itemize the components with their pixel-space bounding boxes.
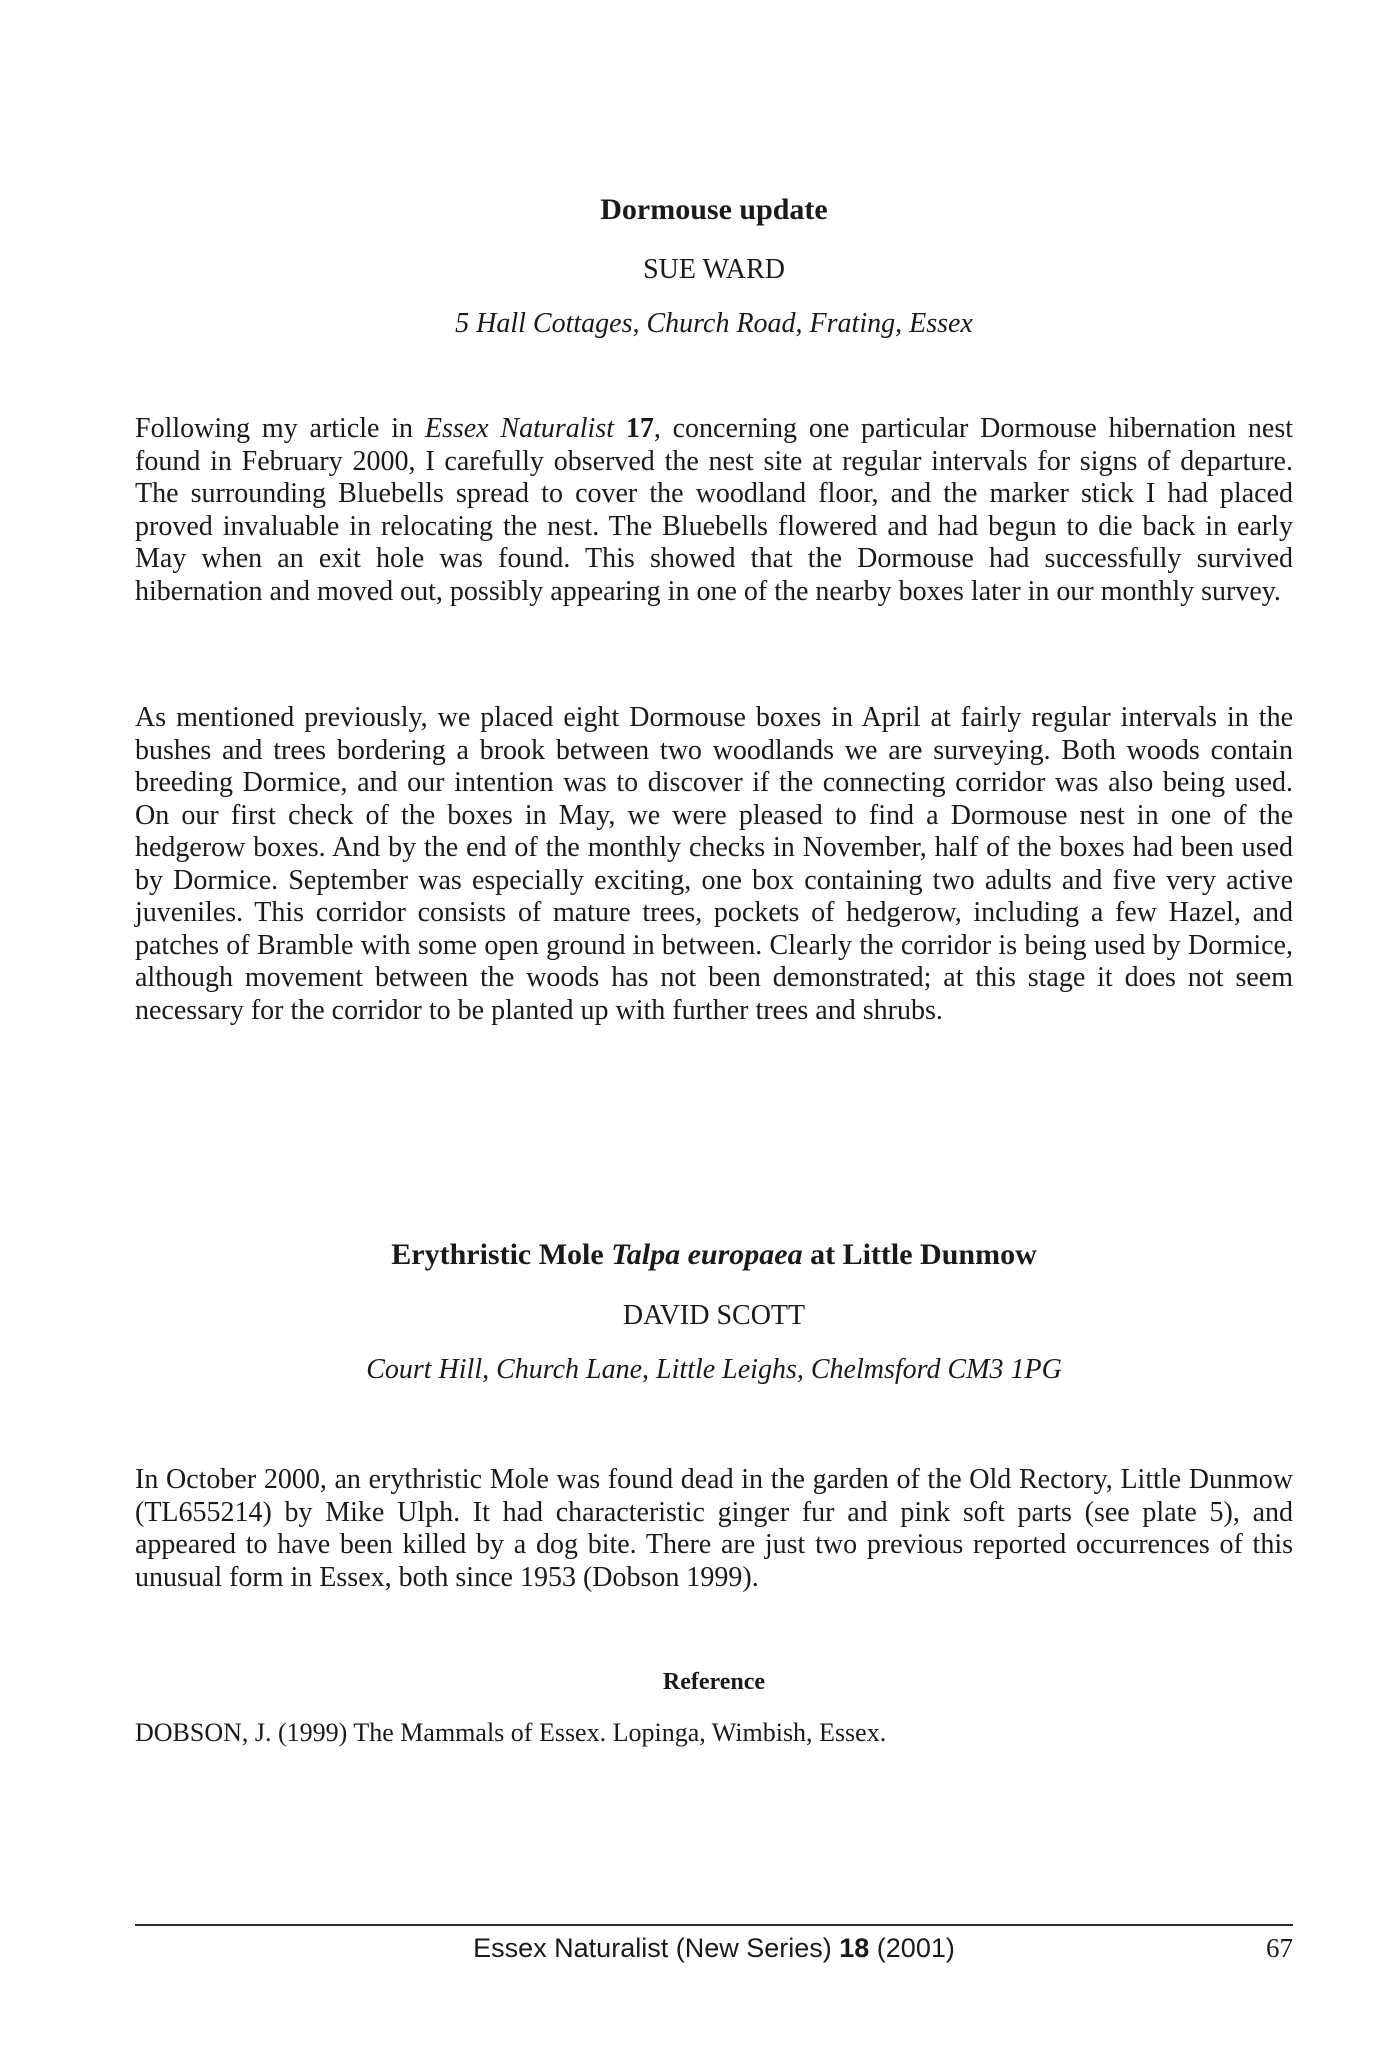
article-paragraph: As mentioned previously, we placed eight Dormouse boxes in April at fairly regular intervals in the bushes and trees bordering a brook between two woodlands we are surveying. Both woods contain breeding Dormice, and our intention was to discover if the connecting corridor was also being used. On our first check of the boxes in May, we were pleased to find a Dormouse nest in one of the hedgerow boxes. And by the end of the monthly checks in November, half of the boxes had been used by Dormice. September was especially exciting, one box containing two adults and five very active juveniles. This corridor consists of mature trees, pockets of hedgerow, including a few Hazel, and patches of Bramble with some open ground in between. Clearly the corridor is being used by Dormice, although movement between the woods has not been demonstrated; at this stage it does not seem necessary for the corridor to be planted up with further trees and shrubs. (135, 702, 1293, 1026)
page-number: 67 (1266, 1933, 1293, 1963)
article-paragraph (135, 413, 1293, 608)
article-title (135, 1237, 1293, 1273)
article-address: Court Hill, Church Lane, Little Leighs, Chelmsford CM3 1PG (366, 1354, 1062, 1385)
footer-journal (135, 1930, 1293, 1966)
article-author: SUE WARD (643, 254, 785, 285)
article-paragraph: In October 2000, an erythristic Mole was found dead in the garden of the Old Rectory, Little Dunmow (TL655214) by Mike Ulph. It had characteristic ginger fur and pink soft parts (see plate 5), and appeared to have been killed by a dog bite. There are just two previous reported occurrences of this unusual form in Essex, both since 1953 (Dobson 1999). (135, 1464, 1293, 1593)
paragraph-text: , concerning one particular Dormouse hibernation nest found in February 2000, I carefully observed the nest site at regular intervals for signs of departure. The surrounding Bluebells spread to cover the woodland floor, and the marker stick I had placed proved invaluable in relocating the nest. The Bluebells flowered and had begun to die back in early May when an exit hole was found. This showed that the Dormouse had successfully survived hibernation and moved out, possibly appearing in one of the nearby boxes later in our monthly survey. (135, 413, 1294, 607)
article-title: Dormouse update (600, 193, 828, 226)
journal-volume: 17 (625, 413, 654, 444)
article-address: 5 Hall Cottages, Church Road, Frating, Essex (455, 308, 973, 339)
title-text: at Little Dunmow (802, 1238, 1037, 1271)
footer-year: (2001) (869, 1933, 955, 1963)
footer-divider (135, 1924, 1293, 1926)
journal-name: Essex Naturalist (424, 413, 615, 444)
species-name: Talpa europaea (611, 1238, 803, 1271)
paragraph-text (614, 413, 626, 444)
footer-volume: 18 (839, 1933, 870, 1963)
reference-heading: Reference (662, 1669, 766, 1695)
footer-journal-name: Essex Naturalist (New Series) (473, 1933, 840, 1963)
title-text: Erythristic Mole (391, 1238, 612, 1271)
paragraph-text: Following my article in (135, 413, 425, 444)
article-author: DAVID SCOTT (622, 1300, 806, 1331)
reference-entry: DOBSON, J. (1999) The Mammals of Essex. Lopinga, Wimbish, Essex. (135, 1718, 887, 1747)
